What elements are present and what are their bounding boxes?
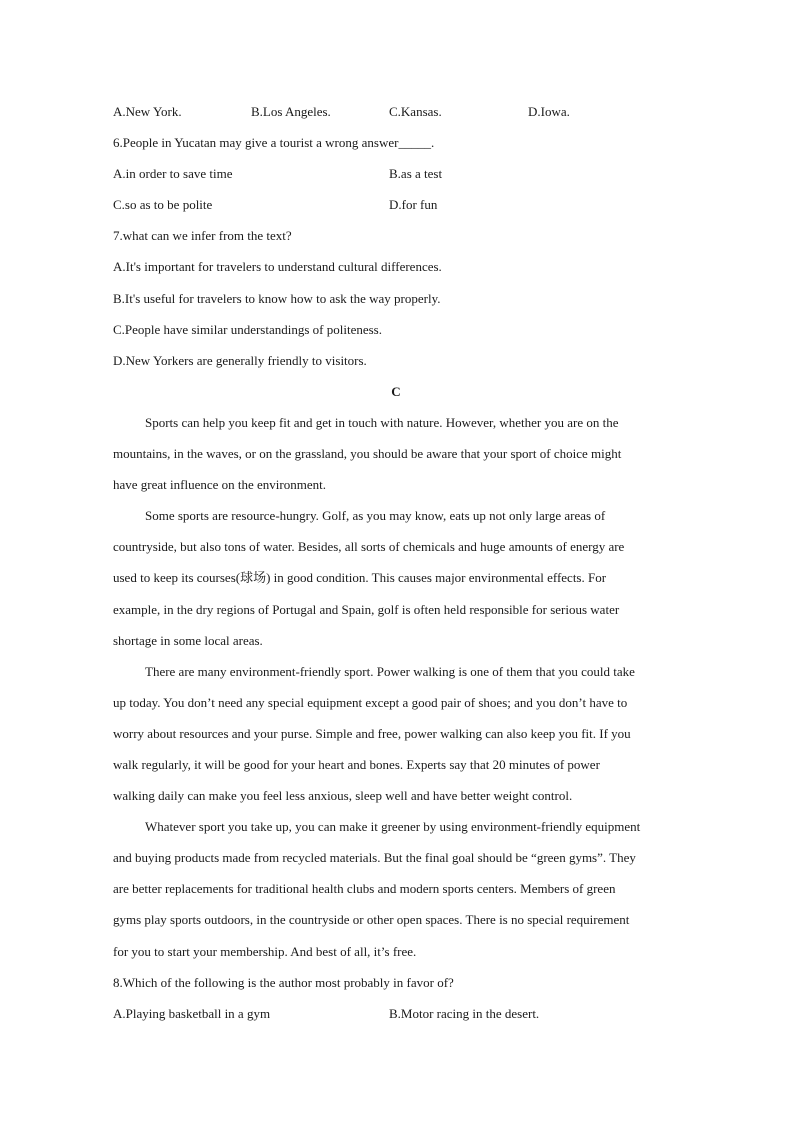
q7-option-a: A.It's important for travelers to understand cultural differences. [113,259,442,275]
paragraph-3 [113,661,679,816]
paragraph-line: Sports can help you keep fit and get in touch with nature. However, whether you are on the [145,414,619,430]
q6-options-row2 [113,194,679,225]
q7-option-c: C.People have similar understandings of politeness. [113,321,382,337]
paragraph-line: up today. You don’t need any special equipment except a good pair of shoes; and you don’t have to [113,694,628,710]
paragraph-2 [113,505,679,660]
q7-option-b: B.It's useful for travelers to know how to ask the way properly. [113,290,441,306]
paragraph-line: mountains, in the waves, or on the grassland, you should be aware that your sport of choice might [113,446,622,462]
paragraph-line: for you to start your membership. And best of all, it’s free. [113,943,417,959]
section-heading: C [391,383,401,399]
paragraph-line: gyms play sports outdoors, in the countryside or other open spaces. There is no special requirement [113,912,630,928]
q5-options [113,101,679,132]
exam-content [113,101,679,1034]
q6-options-row1 [113,163,679,194]
q8-option-a: A.Playing basketball in a gym [113,1005,271,1021]
paragraph-line: Some sports are resource-hungry. Golf, as you may know, eats up not only large areas of [145,508,606,524]
paragraph-line: and buying products made from recycled materials. But the final goal should be “green gyms”. They [113,850,636,866]
paragraph-line: worry about resources and your purse. Simple and free, power walking can also keep you fit. If you [113,725,631,741]
paragraph-line: example, in the dry regions of Portugal and Spain, golf is often held responsible for serious water [113,601,620,617]
paragraph-line: are better replacements for traditional health clubs and modern sports centers. Members of green [113,881,616,897]
paragraph-line: There are many environment-friendly sport. Power walking is one of them that you could take [145,663,635,679]
q5-option-b: B.Los Angeles. [251,104,331,119]
q6-option-a: A.in order to save time [113,166,233,182]
q6-stem: 6.People in Yucatan may give a tourist a wrong answer_____. [113,135,435,151]
paragraph-line: walking daily can make you feel less anxious, sleep well and have better weight control. [113,788,573,804]
q8-option-b: B.Motor racing in the desert. [389,1005,540,1021]
q5-option-d: D.Iowa. [528,104,570,119]
q5-option-a: A.New York. [113,104,182,119]
q7-stem: 7.what can we infer from the text? [113,228,292,244]
paragraph-line: have great influence on the environment. [113,477,326,493]
paragraph-line: walk regularly, it will be good for your heart and bones. Experts say that 20 minutes of power [113,756,600,772]
paragraph-line: countryside, but also tons of water. Besides, all sorts of chemicals and huge amounts of energy are [113,539,625,555]
paragraph-line: shortage in some local areas. [113,632,263,648]
q8-stem: 8.Which of the following is the author most probably in favor of? [113,974,454,990]
q6-option-b: B.as a test [389,166,443,182]
paragraph-line: Whatever sport you take up, you can make it greener by using environment-friendly equipment [145,819,641,835]
paragraph-4 [113,816,679,971]
paragraph-1 [113,412,679,505]
q7-option-d: D.New Yorkers are generally friendly to visitors. [113,352,367,368]
paragraph-line: used to keep its courses(球场) in good condition. This causes major environmental effects. For [113,570,607,586]
q8-options-row1 [113,1003,679,1034]
q5-option-c: C.Kansas. [389,104,442,119]
q6-option-c: C.so as to be polite [113,197,213,213]
q6-option-d: D.for fun [389,197,438,213]
